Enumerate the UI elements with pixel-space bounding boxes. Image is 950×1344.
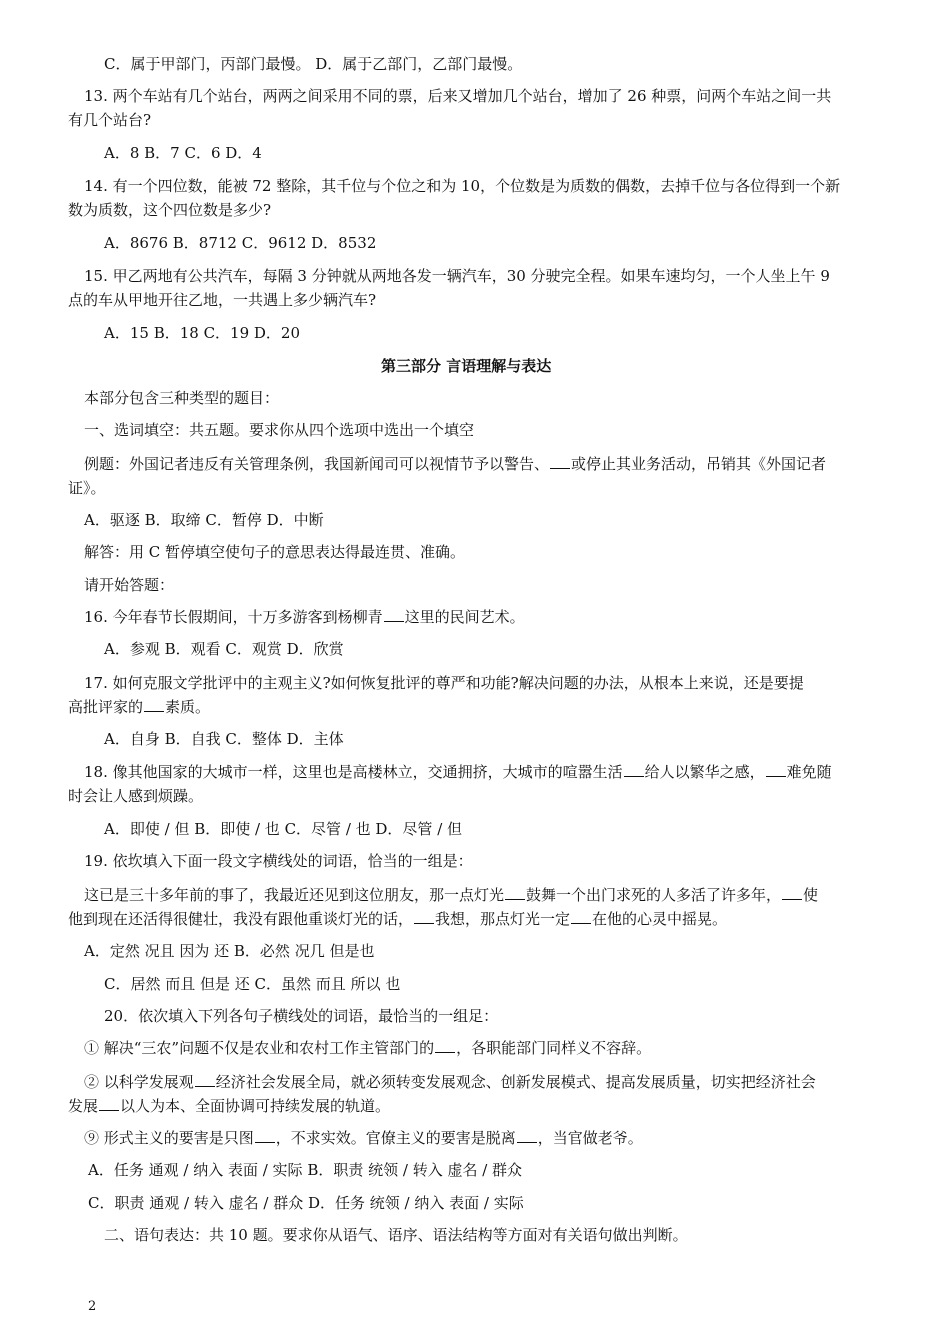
section-heading: 第三部分 言语理解与表达: [381, 357, 552, 375]
text-line: 15. 甲乙两地有公共汽车，每隔 3 分钟就从两地各发一辆汽车，30 分驶完全程。如果车速均匀，一个人坐上午 9: [84, 267, 830, 285]
text-line: ② 以科学发展观 经济社会发展全局，就必须转变发展观念、创新发展模式、提高发展质量，切实把经济社会: [84, 1073, 816, 1091]
fill-blank: [782, 885, 802, 900]
text-line: 这已是三十多年前的事了，我最近还见到这位朋友，那一点灯光 鼓舞一个出门求死的人多活了许多年， 使: [84, 886, 819, 904]
text-line: A．自身 B．自我 C．整体 D．主体: [104, 730, 344, 748]
fill-blank: [624, 762, 644, 777]
fill-blank: [255, 1128, 275, 1143]
text-line: A．15 B．18 C．19 D．20: [104, 324, 301, 342]
text-line: ① 解决“三农”问题不仅是农业和农村工作主管部门的 ，各职能部门同样义不容辞。: [84, 1039, 652, 1057]
text-line: A．即使 / 但 B．即使 / 也 C．尽管 / 也 D．尽管 / 但: [104, 820, 463, 838]
text-line: 请开始答题：: [84, 576, 175, 594]
text-line: A．8 B．7 C．6 D．4: [104, 144, 262, 162]
text-line: 二、语句表达：共 10 题。要求你从语气、语序、语法结构等方面对有关语句做出判断。: [104, 1226, 688, 1244]
fill-blank: [505, 885, 525, 900]
page-number: 2: [88, 1299, 97, 1314]
fill-blank: [766, 762, 786, 777]
text-line: 19. 依坎填入下面一段文字横线处的词语，恰当的一组是：: [84, 852, 473, 870]
text-line: 一、选词填空：共五题。要求你从四个选项中选出一个填空: [84, 421, 475, 439]
text-line: 20．依次填入下列各句子横线处的词语，最恰当的一组足：: [104, 1007, 499, 1025]
text-line: A．任务 通观 / 纳入 表面 / 实际 B．职责 统领 / 转入 虚名 / 群众: [88, 1161, 523, 1179]
text-line: 他到现在还活得很健壮，我没有跟他重谈灯光的话， 我想，那点灯光一定 在他的心灵中摇晃。: [68, 910, 728, 928]
text-line: A．8676 B．8712 C．9612 D．8532: [104, 234, 377, 252]
text-line: 高批评家的 素质。: [68, 698, 211, 716]
text-line: C．属于甲部门，丙部门最慢。 D．属于乙部门，乙部门最慢。: [104, 55, 523, 73]
text-line: 13. 两个车站有几个站台，两两之间采用不同的票，后来又增加几个站台，增加了 26 种票，问两个车站之间一共: [84, 87, 832, 105]
text-line: 14. 有一个四位数，能被 72 整除，其千位与个位之和为 10，个位数是为质数的偶数，去掉千位与各位得到一个新: [84, 177, 841, 195]
fill-blank: [144, 697, 164, 712]
text-line: C．居然 而且 但是 还 C．虽然 而且 所以 也: [104, 975, 401, 993]
text-line: A．参观 B．观看 C．观赏 D．欣赏: [104, 640, 344, 658]
text-line: A．驱逐 B．取缔 C．暂停 D．中断: [84, 511, 324, 529]
fill-blank: [550, 454, 570, 469]
text-line: 发展 以人为本、全面协调可持续发展的轨道。: [68, 1097, 391, 1115]
text-line: 证》。: [68, 479, 106, 497]
fill-blank: [414, 909, 434, 924]
text-line: 例题：外国记者违反有关管理条例，我国新闻司可以视情节予以警告、 或停止其业务活动，吊销其《外国记者: [84, 455, 827, 473]
text-line: 17. 如何克服文学批评中的主观主义?如何恢复批评的尊严和功能?解决问题的办法，从根本上来说，还是要提: [84, 674, 804, 692]
text-line: C．职责 通观 / 转入 虚名 / 群众 D．任务 统领 / 纳入 表面 / 实际: [88, 1194, 524, 1212]
text-line: 数为质数，这个四位数是多少?: [68, 201, 272, 219]
text-line: ⑨ 形式主义的要害是只图 ，不求实效。官僚主义的要害是脱离 ，当官做老爷。: [84, 1129, 643, 1147]
fill-blank: [435, 1038, 455, 1053]
text-line: 16. 今年春节长假期间，十万多游客到杨柳青 这里的民间艺术。: [84, 608, 525, 626]
text-line: 时会让人感到烦躁。: [68, 787, 204, 805]
fill-blank: [99, 1096, 119, 1111]
text-line: 有几个站台?: [68, 111, 152, 129]
text-line: 本部分包含三种类型的题目：: [84, 389, 280, 407]
fill-blank: [384, 607, 404, 622]
fill-blank: [571, 909, 591, 924]
fill-blank: [195, 1072, 215, 1087]
text-line: 点的车从甲地开往乙地，一共遇上多少辆汽车?: [68, 291, 377, 309]
fill-blank: [517, 1128, 537, 1143]
text-line: 18. 像其他国家的大城市一样，这里也是高楼林立，交通拥挤，大城市的喧嚣生活 给人以繁华之感， 难免随: [84, 763, 832, 781]
text-line: 解答：用 C 暂停填空使句子的意思表达得最连贯、准确。: [84, 543, 466, 561]
text-line: A．定然 况且 因为 还 B．必然 况几 但是也: [84, 942, 375, 960]
